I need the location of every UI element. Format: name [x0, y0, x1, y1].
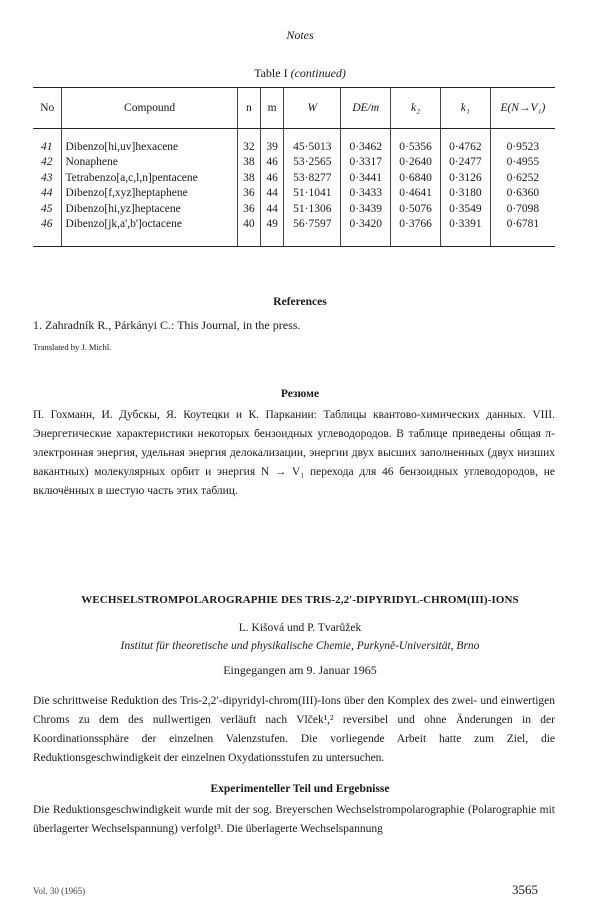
table-cell: 53·2565: [284, 155, 341, 171]
table-cell: 0·7098: [490, 201, 555, 217]
table-cell: 51·1041: [284, 186, 341, 202]
table-cell: 0·3462: [341, 129, 391, 155]
table-cell: 0·5076: [391, 201, 441, 217]
table-cell: 40: [237, 217, 260, 247]
reference-item: 1. Zahradník R., Párkányi C.: This Journal, in the press.: [33, 318, 301, 332]
row-number: 46: [33, 217, 62, 247]
section-text: Die Reduktionsgeschwindigkeit wurde mit der sog. Breyerschen Wechselstrompolarographie (Polarographie mit überlagerter Wechselspannung) verfolgt³. Die überlagerte Wechselspannung: [33, 804, 555, 835]
table-cell: 38: [237, 155, 260, 171]
translator-note: Translated by J. Michl.: [33, 342, 112, 352]
table-cell: 0·3317: [341, 155, 391, 171]
column-header: k₂: [391, 88, 441, 129]
table-cell: 46: [261, 170, 284, 186]
running-head: Notes: [286, 28, 314, 42]
table-cell: 44: [261, 201, 284, 217]
table-cell: 0·3391: [440, 217, 490, 247]
data-table: [33, 87, 555, 247]
column-header: No: [33, 88, 62, 129]
article-abstract: Die schrittweise Reduktion des Tris-2,2′-dipyridyl-chrom(III)-Ions über den Komplex des zwei- und einwertigen Chroms zu dem des nullwertigen verläuft nach Vlček¹,² reversibel und ohne Änderungen in der Koordinationssphäre der einzelnen Valenzstufen. Die vorliegende Arbeit hatte zum Ziel, die Reduktionsgeschwindigkeit der einzelnen Oxydationsstufen zu untersuchen.: [33, 695, 555, 764]
table-cell: 0·6840: [391, 170, 441, 186]
table-cell: 0·3549: [440, 201, 490, 217]
table-cell: 53·8277: [284, 170, 341, 186]
compound-name: Dibenzo[jk,a',b']octacene: [62, 217, 237, 247]
table-cell: 32: [237, 129, 260, 155]
column-header: Compound: [62, 88, 237, 129]
article-institution: Institut für theoretische und physikalische Chemie, Purkyně-Universität, Brno: [120, 640, 480, 652]
compound-name: Dibenzo[hi,yz]heptacene: [62, 201, 237, 217]
row-number: 42: [41, 156, 53, 169]
table-cell: 0·2640: [391, 155, 441, 171]
table-cell: 0·6252: [490, 170, 555, 186]
table-cell: 36: [237, 186, 260, 202]
table-cell: 0·3441: [341, 170, 391, 186]
received-date: Eingegangen am 9. Januar 1965: [223, 663, 377, 677]
table-cell: 0·2477: [440, 155, 490, 171]
table-cell: 46: [261, 155, 284, 171]
resume-text: П. Гохманн, И. Дубскы, Я. Коутецки и К. Паркании: Таблицы квантово-химических данных. VIII. Энергетические характеристики некоторых бензоидных углеводородов. В таблице приведены общая π-электронная энергия, удельная энергия делокализации, энергии двух высших заполненных (двух низших вакантных) молекулярных орбит и энергия N → V₁ перехода для 46 бензоидных углеводородов, не включённых в шестую часть этих таблиц.: [33, 409, 555, 497]
row-number: 41: [41, 140, 53, 153]
table-cell: 36: [237, 201, 260, 217]
table-header-row: [33, 88, 555, 129]
table-cell: 0·9523: [490, 129, 555, 155]
row-number: 44: [41, 187, 53, 200]
table-cell: 0·5356: [391, 129, 441, 155]
table-cell: 44: [261, 186, 284, 202]
table-cell: 0·6360: [490, 186, 555, 202]
table-row: [33, 129, 555, 155]
table-cell: 38: [237, 170, 260, 186]
article-title: WECHSELSTROMPOLAROGRAPHIE DES TRIS-2,2′-DIPYRIDYL-CHROM(III)-IONS: [81, 594, 519, 606]
table-row: [33, 201, 555, 217]
compound-name: Dibenzo[f,xyz]heptaphene: [62, 186, 237, 202]
article-authors: L. Kišová und P. Tvarůžek: [238, 622, 362, 634]
table-cell: 0·4955: [490, 155, 555, 171]
compound-name: Tetrabenzo[a,c,l,n]pentacene: [62, 170, 237, 186]
table-cell: 51·1306: [284, 201, 341, 217]
table-cell: 56·7597: [284, 217, 341, 247]
section-heading: Experimenteller Teil und Ergebnisse: [210, 783, 390, 795]
table-cell: 0·4762: [440, 129, 490, 155]
compound-name: Dibenzo[hi,uv]hexacene: [62, 129, 237, 155]
table-cell: 0·4641: [391, 186, 441, 202]
table-cell: 0·6781: [490, 217, 555, 247]
references-heading: References: [273, 296, 327, 308]
column-header: m: [261, 88, 284, 129]
resume-heading: Резюме: [280, 388, 320, 400]
footer-volume: Vol. 30 (1965): [33, 886, 86, 896]
row-number: 43: [41, 171, 53, 184]
table-cell: 0·3433: [341, 186, 391, 202]
column-header: DE/m: [341, 88, 391, 129]
table-cell: 0·3439: [341, 201, 391, 217]
table-row: [33, 170, 555, 186]
table-cell: 0·3126: [440, 170, 490, 186]
table-caption: [0, 66, 600, 81]
compound-name: Nonaphene: [62, 155, 237, 171]
table-cell: 0·3766: [391, 217, 441, 247]
column-header: W: [284, 88, 341, 129]
page-number: 3565: [512, 882, 538, 897]
table-row: [33, 186, 555, 202]
column-header: n: [237, 88, 260, 129]
row-number: 45: [41, 202, 53, 215]
table-cell: 49: [261, 217, 284, 247]
table-cell: 0·3420: [341, 217, 391, 247]
table-row: [33, 155, 555, 171]
table-row: [33, 217, 555, 247]
table-caption-suffix: (continued): [290, 66, 346, 80]
table-cell: 45·5013: [284, 129, 341, 155]
column-header: k₁: [440, 88, 490, 129]
table-cell: 39: [261, 129, 284, 155]
table-caption-label: Table I: [254, 66, 288, 80]
table-body: [33, 129, 555, 247]
table-cell: 0·3180: [440, 186, 490, 202]
column-header: E(N→V₁): [490, 88, 555, 129]
data-table-wrapper: [33, 87, 555, 247]
